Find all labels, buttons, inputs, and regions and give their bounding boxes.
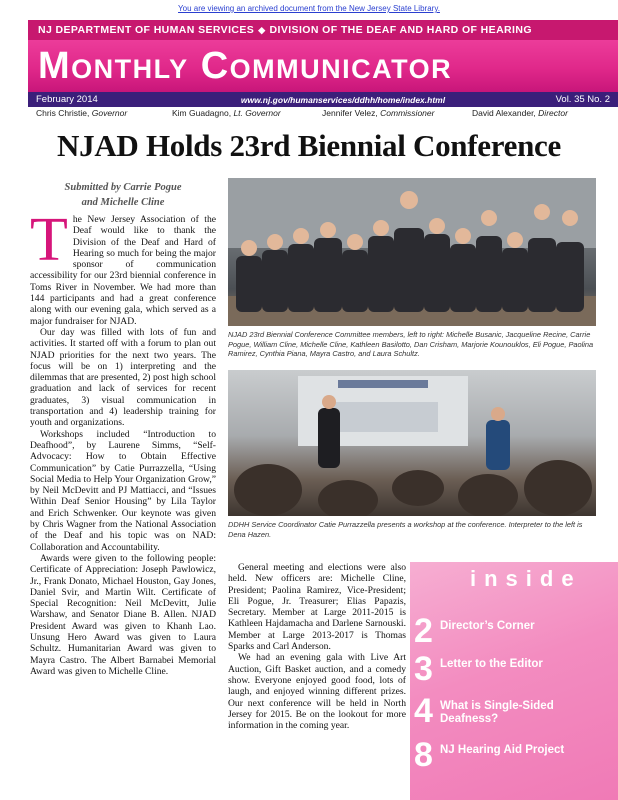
inside-title: inside: [470, 566, 582, 591]
article-left-column: [30, 206, 216, 677]
article-paragraph: General meeting and elections were also held. New officers are: Michelle Cline, President; Paolina Ramirez, Vice-President; Eli Pogue, Jr. Treasurer; Elias Papazis, Secretary. Member at Large 2011-2015 is Kathleen Hajdamacha and Darlene Sarnouski. Member at Large 2013-2017 is Thomas Sparks and Carl Anderson.: [228, 562, 406, 653]
page-number: 2: [414, 612, 433, 650]
official-director: David Alexander, Director: [472, 108, 568, 118]
drop-cap: T: [30, 206, 68, 274]
article-paragraph: Awards were given to the following people: Certificate of Appreciation: Joseph Pawlowicz, Jr., Frank Donato, Michael Houston, Gay Jones, Daniel Svir, and Martin Wilt. Certificate of Special Recognition: Neil McDevitt, Julie Warshaw, and Senator Diane B. Allen. NJAD President Award was given to Khanh Lao. Unsung Hero Award was given to Laura Schultz. Humanitarian Award was given to Mayra Castro. The Albert Barnabei Memorial Award was given to Michelle Cline.: [30, 552, 216, 677]
workshop-photo: [228, 370, 596, 516]
volume-number: Vol. 35 No. 2: [555, 94, 610, 105]
committee-group-photo: [228, 178, 596, 326]
archive-notice-link[interactable]: You are viewing an archived document from the New Jersey State Library.: [178, 4, 440, 13]
issue-date: February 2014: [36, 94, 98, 105]
inside-item-label: NJ Hearing Aid Project: [440, 744, 565, 756]
officials-line: [28, 108, 618, 121]
photo-caption: NJAD 23rd Biennial Conference Committee members, left to right: Michelle Busanic, Jacqueline Recine, Carrie Pogue, William Cline, Michelle Cline, Kathleen Basilotto, Dan Crisham, Marjorie Kounouklos, Eli Pogue, Paolina Ramirez, Cynthia Piana, Mayra Castro, and Laura Schultz.: [228, 330, 594, 359]
website-url[interactable]: www.nj.gov/humanservices/ddhh/home/index.html: [240, 94, 446, 105]
inside-item-label: Letter to the Editor: [440, 658, 543, 670]
photo-caption: DDHH Service Coordinator Catie Purrazzella presents a workshop at the conference. Interpreter to the left is Dena Hazen.: [228, 520, 583, 539]
official-commissioner: Jennifer Velez, Commissioner: [322, 108, 435, 118]
page-number: 4: [414, 692, 433, 730]
article-headline: NJAD Holds 23rd Biennial Conference: [57, 128, 561, 163]
department-bar: [28, 20, 618, 40]
article-middle-column: [228, 562, 406, 731]
page-number: 3: [414, 650, 433, 688]
article-paragraph: We had an evening gala with Live Art Auction, Gift Basket auction, and a comedy show. Everyone enjoyed good food, lots of laugh, and enjoyed winning different prizes. Our next conference will be held in North Jersey for 2015. Be on the lookout for more information in the coming year.: [228, 652, 406, 732]
official-lt-governor: Kim Guadagno, Lt. Governor: [172, 108, 281, 118]
masthead-title: Monthly Communicator: [28, 40, 618, 92]
inside-contents-box: [410, 562, 618, 800]
article-paragraph: The New Jersey Association of the Deaf would like to thank the Division of the Deaf and Hard of Hearing so much for being the major sponsor of communication accessibility for our 23rd biennial conference in Toms River in November. We had more than 144 participants and had a great conference along with our evening gala, which served as a major fundraiser for NJAD.: [30, 206, 216, 327]
dept-name: NJ DEPARTMENT OF HUMAN SERVICES: [38, 24, 255, 36]
article-paragraph: Our day was filled with lots of fun and activities. It started off with a forum to plan out NJAD priorities for the next two years. The focus will be on 1) interpreting and the dilemmas that are presented, 2) post high school graduation and lack of services for recent graduates, 3) visual communication in transportation and 4) leadership training for youth and organizations.: [30, 326, 216, 429]
official-governor: Chris Christie, Governor: [36, 108, 128, 118]
article-paragraph: Workshops included “Introduction to Deafhood”, by Laurene Simms, “Self-Advocacy: How to Obtain Effective Communication” by Catie Purrazzella, “Using Social Media to Help Your Organization Grow,” by Neil McDevitt and PJ Mattiacci, and “Issues Within Deaf Senior Housing” by Lila Taylor and Erich Schwenker. Our keynote was given by Chris Wagner from the National Association of the Deaf and his topic was on NAD: Collaboration and Accountability.: [30, 428, 216, 553]
page-number: 8: [414, 736, 433, 774]
inside-item-label: Director’s Corner: [440, 620, 535, 632]
division-name: DIVISION OF THE DEAF AND HARD OF HEARING: [269, 24, 532, 36]
diamond-icon: ◆: [258, 24, 266, 35]
issue-info-bar: [28, 92, 618, 107]
inside-item-label: What is Single-Sided Deafness?: [440, 700, 554, 725]
article-byline: Submitted by Carrie Pogue and Michelle Cline: [64, 182, 182, 208]
